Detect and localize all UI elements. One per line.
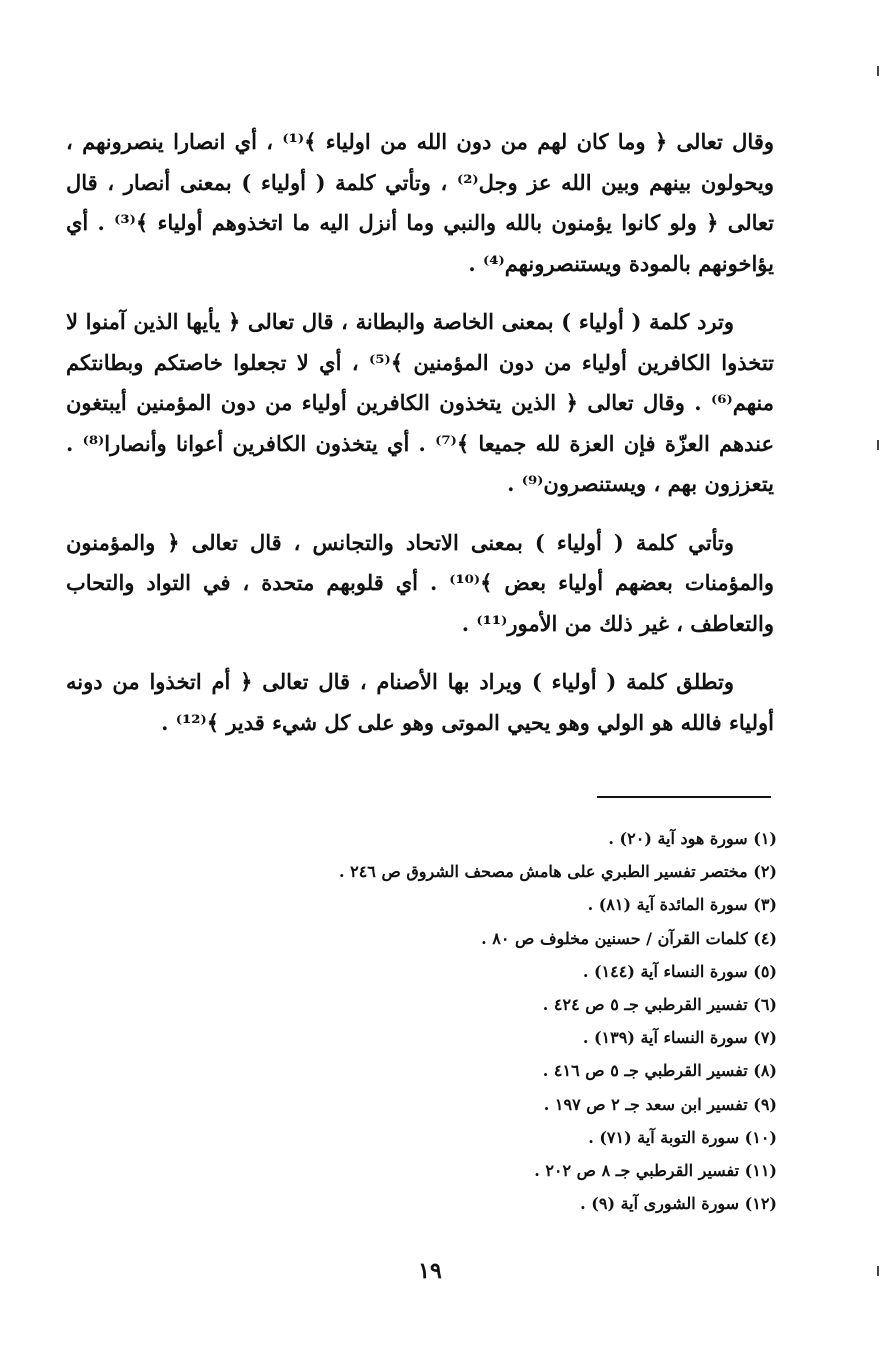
footnote: (٦) تفسير القرطبي جـ ٥ ص ٤٢٤ .	[542, 995, 777, 1015]
footnotes-list	[217, 822, 777, 1220]
paragraph: وتأتي كلمة ( أولياء ) بمعنى الاتحاد والتجانس ، قال تعالى ﴿ والمؤمنون والمؤمنات بعضهم أولياء بعض ﴾⁽¹⁰⁾ . أي قلوبهم متحدة ، في التواد والتحاب والتعاطف ، غير ذلك من الأمور⁽¹¹⁾ .	[66, 529, 774, 636]
margin-mark	[877, 66, 879, 76]
paragraph: وترد كلمة ( أولياء ) بمعنى الخاصة والبطانة ، قال تعالى ﴿ يأيها الذين آمنوا لا تتخذوا الكافرين أولياء من دون المؤمنين ﴾⁽⁵⁾ ، أي لا تجعلوا خاصتكم وبطانتكم منهم⁽⁶⁾ . وقال تعالى ﴿ الذين يتخذون الكافرين أولياء من دون المؤمنين أيبتغون عندهم العزّة فإن العزة لله جميعا ﴾⁽⁷⁾ . أي يتخذون الكافرين أعوانا وأنصارا⁽⁸⁾ . يتعززون بهم ، ويستنصرون⁽⁹⁾ .	[66, 309, 774, 496]
margin-mark	[877, 1266, 879, 1276]
footnote: (٢) مختصر تفسير الطبري على هامش مصحف الشروق ص ٢٤٦ .	[338, 862, 777, 882]
footnote: (٤) كلمات القرآن / حسنين مخلوف ص ٨٠ .	[481, 928, 777, 948]
paragraph: وتطلق كلمة ( أولياء ) ويراد بها الأصنام ، قال تعالى ﴿ أم اتخذوا من دونه أولياء فالله هو الولي وهو يحيي الموتى وهو على كل شيء قدير ﴾⁽¹²⁾ .	[66, 669, 774, 735]
footnote: (١٢) سورة الشورى آية (٩) .	[580, 1194, 777, 1214]
paragraph: وقال تعالى ﴿ وما كان لهم من دون الله من اولياء ﴾⁽¹⁾ ، أي انصارا ينصرونهم ، ويحولون بينهم وبين الله عز وجل⁽²⁾ ، وتأتي كلمة ( أولياء ) بمعنى أنصار ، قال تعالى ﴿ ولو كانوا يؤمنون بالله والنبي وما أنزل اليه ما اتخذوهم أولياء ﴾⁽³⁾ . أي يؤاخونهم بالمودة ويستنصرونهم⁽⁴⁾ .	[66, 129, 774, 276]
body-text	[66, 122, 774, 761]
page-number: ١٩	[418, 1258, 442, 1284]
footnote: (١١) تفسير القرطبي جـ ٨ ص ٢٠٢ .	[534, 1161, 777, 1181]
footnote: (٧) سورة النساء آية (١٣٩) .	[582, 1028, 777, 1048]
footnote: (١٠) سورة التوبة آية (٧١) .	[588, 1127, 777, 1147]
footnote: (٩) تفسير ابن سعد جـ ٢ ص ١٩٧ .	[543, 1094, 777, 1114]
footnote: (٣) سورة المائدة آية (٨١) .	[587, 895, 777, 915]
footnote: (٥) سورة النساء آية (١٤٤) .	[582, 961, 777, 981]
margin-mark	[877, 440, 879, 450]
footnote: (٨) تفسير القرطبي جـ ٥ ص ٤١٦ .	[542, 1061, 777, 1081]
footnote-separator	[597, 796, 771, 798]
footnote: (١) سورة هود آية (٢٠) .	[608, 829, 777, 848]
